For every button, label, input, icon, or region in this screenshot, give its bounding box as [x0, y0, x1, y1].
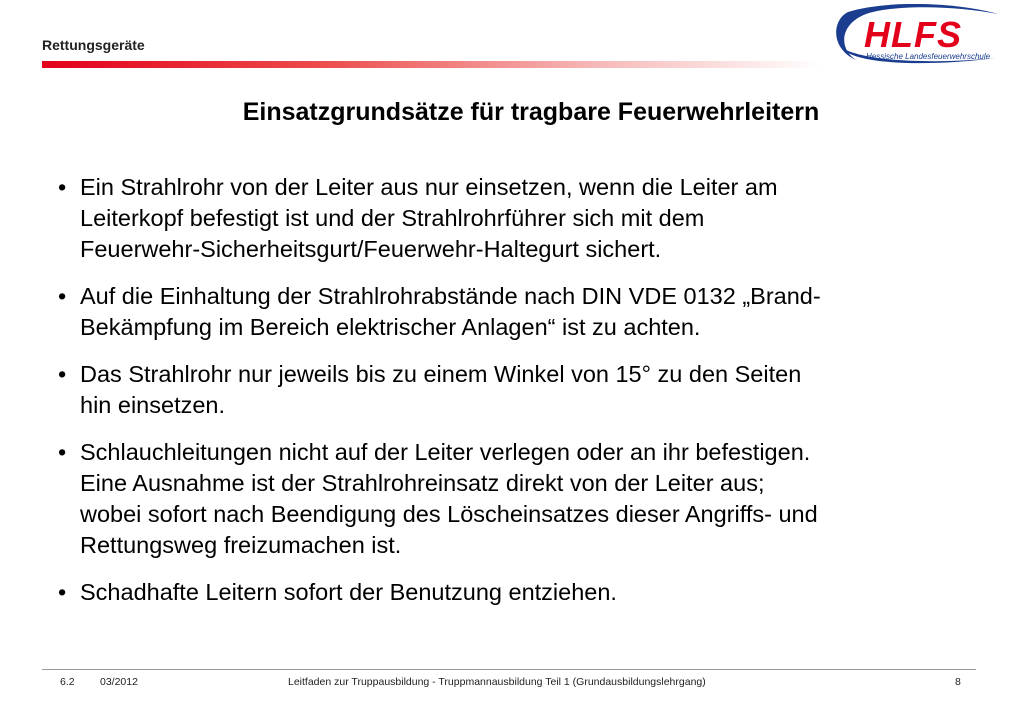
bullet-list: [52, 172, 932, 624]
slide-title: Einsatzgrundsätze für tragbare Feuerwehrleitern: [242, 98, 820, 126]
footer-date: 03/2012: [100, 676, 138, 688]
bullet-symbol: •: [58, 283, 67, 309]
header-bar: [42, 61, 822, 68]
bullet-item: [52, 437, 932, 561]
hlfs-logo: [826, 4, 1002, 68]
logo-text: HLFS: [864, 14, 962, 55]
footer-section-number: 6.2: [60, 676, 75, 688]
bullet-text: [80, 281, 932, 343]
bullet-line: Feuerwehr-Sicherheitsgurt/Feuerwehr-Haltegurt sichert.: [80, 236, 662, 262]
logo-subtitle: Hessische Landesfeuerwehrschule: [866, 52, 991, 61]
footer-page-number: 8: [955, 676, 961, 688]
bullet-symbol: •: [58, 579, 67, 605]
bullet-symbol: •: [58, 174, 67, 200]
bullet-line: Eine Ausnahme ist der Strahlrohreinsatz direkt von der Leiter aus;: [80, 470, 765, 496]
bullet-line: hin einsetzen.: [80, 392, 226, 418]
bullet-line: Auf die Einhaltung der Strahlrohrabstände nach DIN VDE 0132 „Brand-: [80, 283, 821, 309]
bullet-line: Schlauchleitungen nicht auf der Leiter verlegen oder an ihr befestigen.: [80, 439, 811, 465]
bullet-text: [80, 172, 932, 265]
bullet-item: [52, 281, 932, 343]
footer-divider: [42, 669, 976, 670]
bullet-symbol: •: [58, 439, 67, 465]
bullet-line: wobei sofort nach Beendigung des Löscheinsatzes dieser Angriffs- und: [80, 501, 818, 527]
bullet-line: Ein Strahlrohr von der Leiter aus nur einsetzen, wenn die Leiter am: [80, 174, 778, 200]
bullet-line: Schadhafte Leitern sofort der Benutzung entziehen.: [80, 579, 617, 605]
bullet-line: Leiterkopf befestigt ist und der Strahlrohrführer sich mit dem: [80, 205, 705, 231]
bullet-text: [80, 437, 932, 561]
bullet-item: [52, 577, 932, 608]
bullet-item: [52, 359, 932, 421]
bullet-symbol: •: [58, 361, 67, 387]
bullet-text: [80, 577, 932, 608]
footer-description: Leitfaden zur Truppausbildung - Truppmannausbildung Teil 1 (Grundausbildungslehrgang): [288, 676, 706, 688]
bullet-item: [52, 172, 932, 265]
bullet-line: Das Strahlrohr nur jeweils bis zu einem Winkel von 15° zu den Seiten: [80, 361, 802, 387]
bullet-text: [80, 359, 932, 421]
bullet-line: Rettungsweg freizumachen ist.: [80, 532, 402, 558]
bullet-line: Bekämpfung im Bereich elektrischer Anlagen“ ist zu achten.: [80, 314, 701, 340]
section-label: Rettungsgeräte: [42, 37, 145, 53]
